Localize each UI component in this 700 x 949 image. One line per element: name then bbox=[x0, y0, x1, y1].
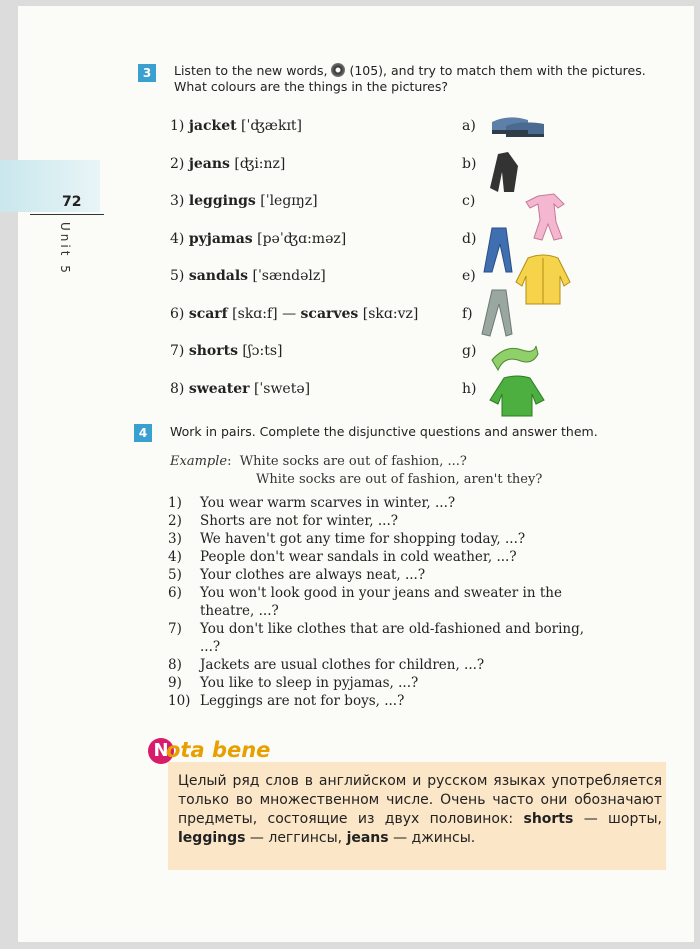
vocab-word: shorts bbox=[188, 343, 238, 359]
page-number: 72 bbox=[62, 194, 82, 210]
exercise-4-instruction: Work in pairs. Complete the disjunctive questions and answer them. bbox=[170, 424, 598, 439]
sandals-picture bbox=[488, 108, 548, 138]
question-item bbox=[168, 531, 525, 547]
question-item bbox=[168, 567, 425, 583]
question-text: You wear warm scarves in winter, ...? bbox=[200, 495, 456, 511]
nota-bene-text bbox=[178, 772, 662, 848]
audio-disc-icon[interactable] bbox=[331, 63, 345, 77]
nota-bene-title: ota bene bbox=[166, 738, 271, 762]
vocab-transcription-plural: [skɑ:vz] bbox=[362, 305, 419, 322]
question-text: Jackets are usual clothes for children, ...? bbox=[200, 657, 485, 673]
nb-word-shorts: shorts bbox=[523, 811, 574, 827]
question-text: People don't wear sandals in cold weather, ...? bbox=[200, 549, 517, 565]
question-number: 2) bbox=[168, 513, 182, 529]
question-text: We haven't got any time for shopping today, ...? bbox=[200, 531, 526, 547]
picture-letter: h) bbox=[462, 380, 477, 397]
vocab-word: jacket bbox=[188, 118, 237, 134]
vocab-transcription: [ˈʤækɪt] bbox=[241, 118, 303, 134]
question-number: 8) bbox=[168, 657, 182, 673]
question-item bbox=[168, 513, 398, 529]
vocab-item bbox=[170, 231, 346, 247]
question-number: 10) bbox=[168, 693, 191, 709]
vocab-number: 8) bbox=[170, 380, 185, 397]
vocab-transcription: [ˈswetə] bbox=[253, 380, 311, 397]
jacket-picture bbox=[514, 252, 572, 308]
picture-letter: c) bbox=[462, 193, 476, 209]
exercise-3-instruction bbox=[174, 63, 674, 95]
nb-text-4: — джинсы. bbox=[393, 830, 476, 846]
jeans-picture bbox=[480, 226, 516, 274]
question-text: Shorts are not for winter, ...? bbox=[200, 513, 399, 529]
example-answer: White socks are out of fashion, aren't they? bbox=[256, 472, 543, 487]
question-item bbox=[168, 621, 584, 637]
question-item bbox=[168, 495, 455, 511]
question-number: 1) bbox=[168, 495, 182, 511]
question-text: ...? bbox=[200, 639, 221, 655]
question-text: Your clothes are always neat, ...? bbox=[200, 567, 426, 583]
question-number: 9) bbox=[168, 675, 182, 691]
question-text: Leggings are not for boys, ...? bbox=[200, 693, 405, 709]
exercise-4-badge: 4 bbox=[134, 424, 152, 442]
vocab-number: 4) bbox=[170, 230, 185, 247]
pyjamas-picture bbox=[524, 192, 572, 242]
unit-label: Unit 5 bbox=[58, 222, 72, 276]
question-number: 7) bbox=[168, 621, 182, 637]
picture-letter: a) bbox=[462, 118, 476, 134]
nota-bene-logo: N bbox=[148, 738, 174, 764]
question-item bbox=[168, 585, 562, 601]
question-text: You don't like clothes that are old-fashioned and boring, bbox=[200, 621, 585, 637]
vocab-word: sweater bbox=[188, 380, 250, 397]
shorts-picture bbox=[488, 152, 522, 196]
vocab-transcription: [ʃɔ:ts] bbox=[242, 343, 283, 359]
vocab-number: 6) bbox=[170, 305, 185, 322]
question-item bbox=[168, 549, 517, 565]
question-text: You like to sleep in pyjamas, ...? bbox=[200, 675, 419, 691]
question-item bbox=[168, 657, 484, 673]
instruction-part-1: Listen to the new words, bbox=[174, 63, 328, 78]
question-text: theatre, ...? bbox=[200, 603, 279, 619]
question-item bbox=[168, 639, 220, 655]
vocab-number: 2) bbox=[170, 155, 185, 172]
vocab-number: 5) bbox=[170, 268, 185, 284]
nb-text-2: — шорты, bbox=[583, 811, 662, 827]
vocab-word: pyjamas bbox=[188, 230, 253, 247]
instruction-part-2: (105), and try to match them with the pictures. bbox=[349, 63, 646, 78]
leggings-picture bbox=[478, 288, 514, 338]
vocab-item bbox=[170, 193, 318, 209]
vocab-item bbox=[170, 306, 418, 322]
vocab-number: 1) bbox=[170, 118, 185, 134]
question-number: 5) bbox=[168, 567, 182, 583]
vocab-item bbox=[170, 156, 285, 172]
question-item bbox=[168, 693, 404, 709]
page-tab bbox=[0, 160, 100, 212]
exercise-3-badge: 3 bbox=[138, 64, 156, 82]
picture-letter: f) bbox=[462, 305, 473, 322]
question-item bbox=[168, 603, 279, 619]
vocab-transcription: [ʤi:nz] bbox=[234, 155, 286, 172]
picture-letter: e) bbox=[462, 268, 476, 284]
vocab-item bbox=[170, 343, 283, 359]
scarf-picture bbox=[488, 340, 540, 376]
vocab-number: 3) bbox=[170, 193, 185, 209]
picture-letter: g) bbox=[462, 343, 477, 359]
picture-letter: b) bbox=[462, 155, 477, 172]
vocab-item bbox=[170, 268, 326, 284]
sweater-picture bbox=[488, 374, 546, 418]
vocab-transcription: [skɑ:f] — bbox=[232, 305, 297, 322]
nb-word-leggings: leggings bbox=[178, 830, 246, 846]
vocab-word: leggings bbox=[188, 193, 256, 209]
nb-text-1: Целый ряд слов в английском и русском языках употребляется только во множественном числе. Очень часто они обозначают предметы, состоящие из двух половинок: bbox=[178, 773, 662, 827]
vocab-transcription: [pəˈʤɑ:məz] bbox=[257, 230, 347, 247]
vocab-item bbox=[170, 118, 302, 134]
vocab-word: sandals bbox=[188, 268, 249, 284]
vocab-word-plural: scarves bbox=[300, 305, 359, 322]
question-number: 6) bbox=[168, 585, 182, 601]
question-number: 4) bbox=[168, 549, 182, 565]
instruction-line-2: What colours are the things in the pictures? bbox=[174, 79, 448, 94]
example-line-1: Example: White socks are out of fashion, ...? bbox=[170, 454, 467, 469]
nb-word-jeans: jeans bbox=[346, 830, 389, 846]
nb-text-3: — леггинсы, bbox=[249, 830, 343, 846]
tab-divider bbox=[30, 214, 104, 215]
example-question: White socks are out of fashion, ...? bbox=[239, 454, 467, 469]
vocab-transcription: [ˈlegɪŋz] bbox=[260, 193, 318, 209]
vocab-word: scarf bbox=[188, 305, 228, 322]
example-label: Example bbox=[170, 454, 228, 469]
question-text: You won't look good in your jeans and sweater in the bbox=[200, 585, 562, 601]
question-number: 3) bbox=[168, 531, 182, 547]
vocab-number: 7) bbox=[170, 343, 185, 359]
picture-letter: d) bbox=[462, 230, 477, 247]
question-item bbox=[168, 675, 418, 691]
vocab-item bbox=[170, 381, 310, 397]
vocab-transcription: [ˈsændəlz] bbox=[252, 268, 326, 284]
vocab-word: jeans bbox=[188, 155, 230, 172]
